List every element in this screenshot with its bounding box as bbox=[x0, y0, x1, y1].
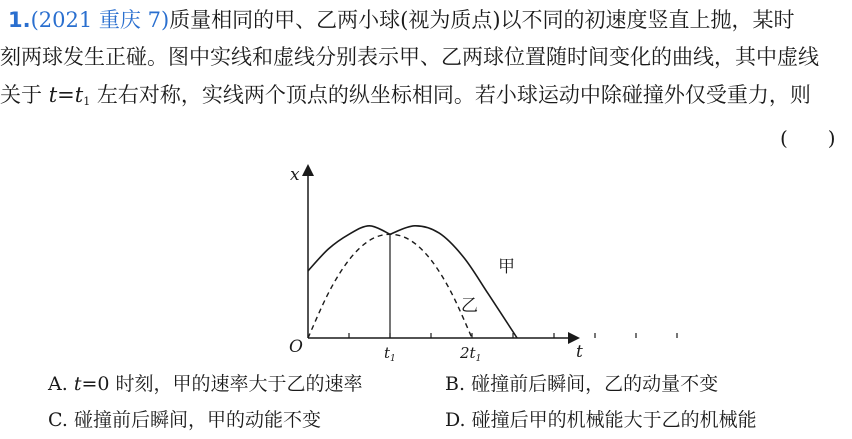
question-stem-3a: 关于 bbox=[0, 83, 49, 107]
question-stem-3b: 左右对称，实线两个顶点的纵坐标相同。若小球运动中除碰撞外仅受重力，则 bbox=[90, 83, 811, 107]
x-tick-label-t1: $t_1$ bbox=[384, 344, 396, 364]
option-b-letter: B. bbox=[445, 373, 466, 395]
option-c-text: 碰撞前后瞬间，甲的动能不变 bbox=[73, 409, 321, 431]
question-number: 1. bbox=[8, 8, 31, 32]
option-b-text: 碰撞前后瞬间，乙的动量不变 bbox=[471, 373, 719, 395]
stem-variable-t1: t bbox=[74, 83, 84, 107]
origin-label: O bbox=[289, 337, 303, 357]
x-tick-label-2t1: $2t_1$ bbox=[460, 344, 482, 364]
question-stem-1: 质量相同的甲、乙两小球(视为质点)以不同的初速度竖直上抛，某时 bbox=[169, 8, 795, 32]
stem-variable-t: t bbox=[48, 83, 58, 107]
series-jia-solid-right bbox=[390, 226, 517, 338]
option-a-letter: A. bbox=[48, 373, 68, 395]
question-stem-2: 刻两球发生正碰。图中实线和虚线分别表示甲、乙两球位置随时间变化的曲线，其中虚线 bbox=[0, 45, 819, 69]
series-label-jia: 甲 bbox=[498, 257, 515, 277]
stem-equals: = bbox=[57, 83, 75, 107]
y-axis-label: x bbox=[290, 165, 300, 185]
option-a-text: =0 时刻，甲的速率大于乙的速率 bbox=[81, 373, 363, 395]
option-d-letter: D. bbox=[445, 409, 466, 431]
stem-subscript-1: 1 bbox=[83, 95, 91, 108]
option-a-variable: t bbox=[73, 373, 82, 395]
option-d[interactable] bbox=[445, 407, 757, 433]
option-b[interactable] bbox=[445, 371, 718, 397]
option-c-letter: C. bbox=[48, 409, 68, 431]
series-jia-solid-left bbox=[308, 226, 390, 271]
answer-parentheses: ( ) bbox=[780, 126, 836, 150]
option-d-text: 碰撞后甲的机械能大于乙的机械能 bbox=[471, 409, 757, 431]
question-source: (2021 重庆 7) bbox=[30, 8, 170, 32]
option-a[interactable] bbox=[48, 371, 363, 397]
option-c[interactable] bbox=[48, 407, 321, 433]
x-axis-label: t bbox=[576, 342, 583, 362]
series-label-yi: 乙 bbox=[461, 296, 478, 316]
